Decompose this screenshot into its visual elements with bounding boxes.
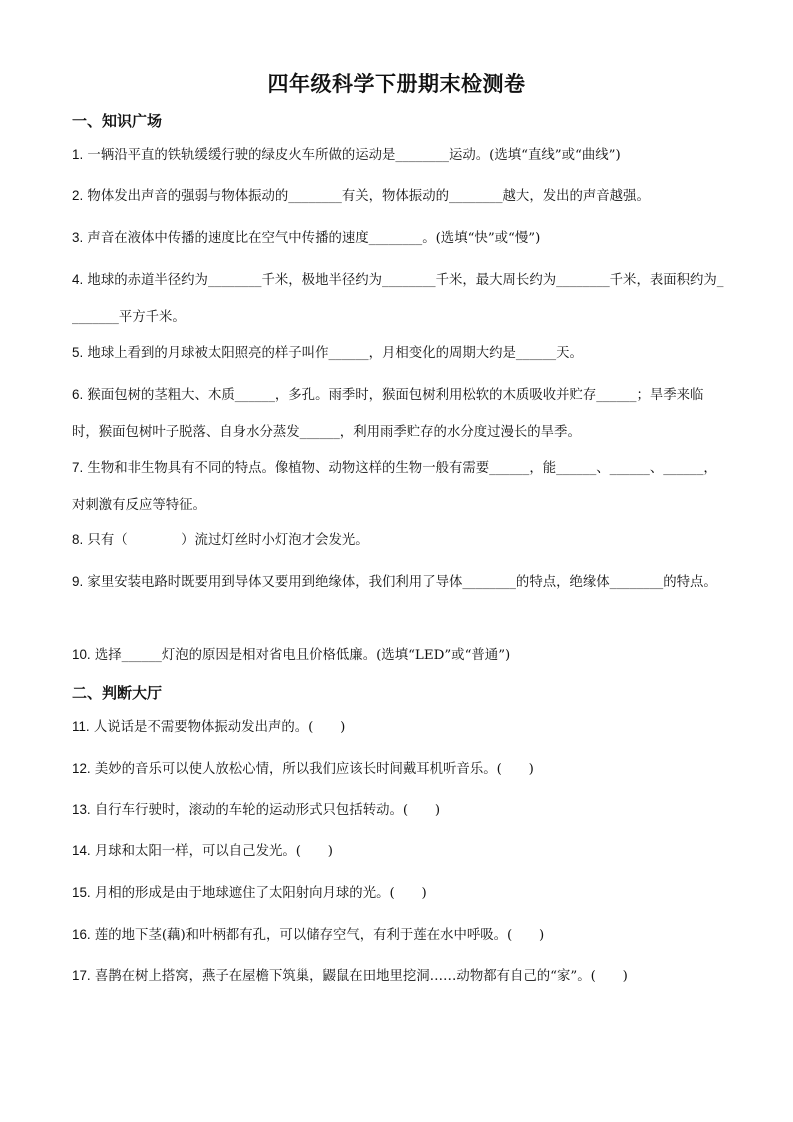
question-text: 地球上看到的月球被太阳照亮的样子叫作______，月相变化的周期大约是______天。: [83, 346, 583, 361]
question-text: 选择______灯泡的原因是相对省电且价格低廉。(选填“LED”或“普通”): [90, 648, 511, 663]
question-item: [72, 832, 724, 870]
question-text: 美妙的音乐可以使人放松心情，所以我们应该长时间戴耳机听音乐。( ): [90, 762, 534, 777]
question-item: [72, 219, 724, 257]
section-heading-knowledge: 一、知识广场: [72, 112, 163, 130]
question-item: [72, 636, 724, 674]
question-text: 只有（ ）流过灯丝时小灯泡才会发光。: [83, 533, 369, 548]
question-number: 12.: [72, 761, 91, 776]
question-number: 10.: [72, 647, 91, 662]
question-text: 自行车行驶时，滚动的车轮的运动形式只包括转动。( ): [90, 803, 441, 818]
question-text: 莲的地下茎(藕)和叶柄都有孔，可以储存空气，有利于莲在水中呼吸。( ): [90, 928, 545, 943]
question-number: 17.: [72, 968, 91, 983]
question-item: [72, 177, 724, 215]
question-text: 一辆沿平直的铁轨缓缓行驶的绿皮火车所做的运动是________运动。(选填“直线”或“曲线”): [83, 148, 621, 163]
question-item: [72, 376, 724, 451]
question-text: 猴面包树的茎粗大、木质______，多孔。雨季时，猴面包树利用松软的木质吸收并贮存______；旱季来临时，猴面包树叶子脱落、自身水分蒸发______，利用雨季贮存的水分度过漫长的旱季。: [72, 388, 704, 440]
question-text: 声音在液体中传播的速度比在空气中传播的速度________。(选填“快”或“慢”): [83, 231, 541, 246]
question-text: 家里安装电路时既要用到导体又要用到绝缘体，我们利用了导体________的特点，绝缘体________的特点。: [83, 575, 717, 590]
question-number: 2.: [72, 188, 84, 203]
question-text: 人说话是不需要物体振动发出声的。( ): [89, 720, 346, 735]
question-number: 15.: [72, 885, 91, 900]
question-item: [72, 521, 724, 559]
question-item: [72, 449, 724, 524]
question-text: 月相的形成是由于地球遮住了太阳射向月球的光。( ): [90, 886, 427, 901]
section-heading-judgement: 二、判断大厅: [72, 684, 163, 702]
question-item: [72, 563, 724, 601]
question-number: 5.: [72, 345, 84, 360]
question-item: [72, 708, 724, 746]
question-number: 3.: [72, 230, 84, 245]
question-text: 地球的赤道半径约为________千米，极地半径约为________千米，最大周长约为________千米，表面积约为________平方千米。: [72, 273, 724, 325]
question-number: 9.: [72, 574, 84, 589]
question-text: 喜鹊在树上搭窝，燕子在屋檐下筑巢，鼹鼠在田地里挖洞……动物都有自己的“家”。( ): [90, 969, 628, 984]
question-number: 16.: [72, 927, 91, 942]
question-item: [72, 334, 724, 372]
question-item: [72, 261, 724, 336]
question-item: [72, 791, 724, 829]
question-text: 生物和非生物具有不同的特点。像植物、动物这样的生物一般有需要______，能______、______、______，对刺激有反应等特征。: [72, 461, 717, 513]
question-number: 14.: [72, 843, 91, 858]
question-text: 物体发出声音的强弱与物体振动的________有关，物体振动的________越大，发出的声音越强。: [83, 189, 650, 204]
question-text: 月球和太阳一样，可以自己发光。( ): [90, 844, 333, 859]
question-number: 7.: [72, 460, 84, 475]
question-number: 11.: [72, 719, 90, 734]
question-number: 1.: [72, 147, 84, 162]
page-title: 四年级科学下册期末检测卷: [267, 71, 526, 96]
question-number: 13.: [72, 802, 91, 817]
question-number: 8.: [72, 532, 84, 547]
question-item: [72, 136, 724, 174]
question-number: 6.: [72, 387, 84, 402]
question-item: [72, 916, 724, 954]
question-item: [72, 874, 724, 912]
question-item: [72, 750, 724, 788]
question-number: 4.: [72, 272, 84, 287]
question-item: [72, 957, 724, 995]
